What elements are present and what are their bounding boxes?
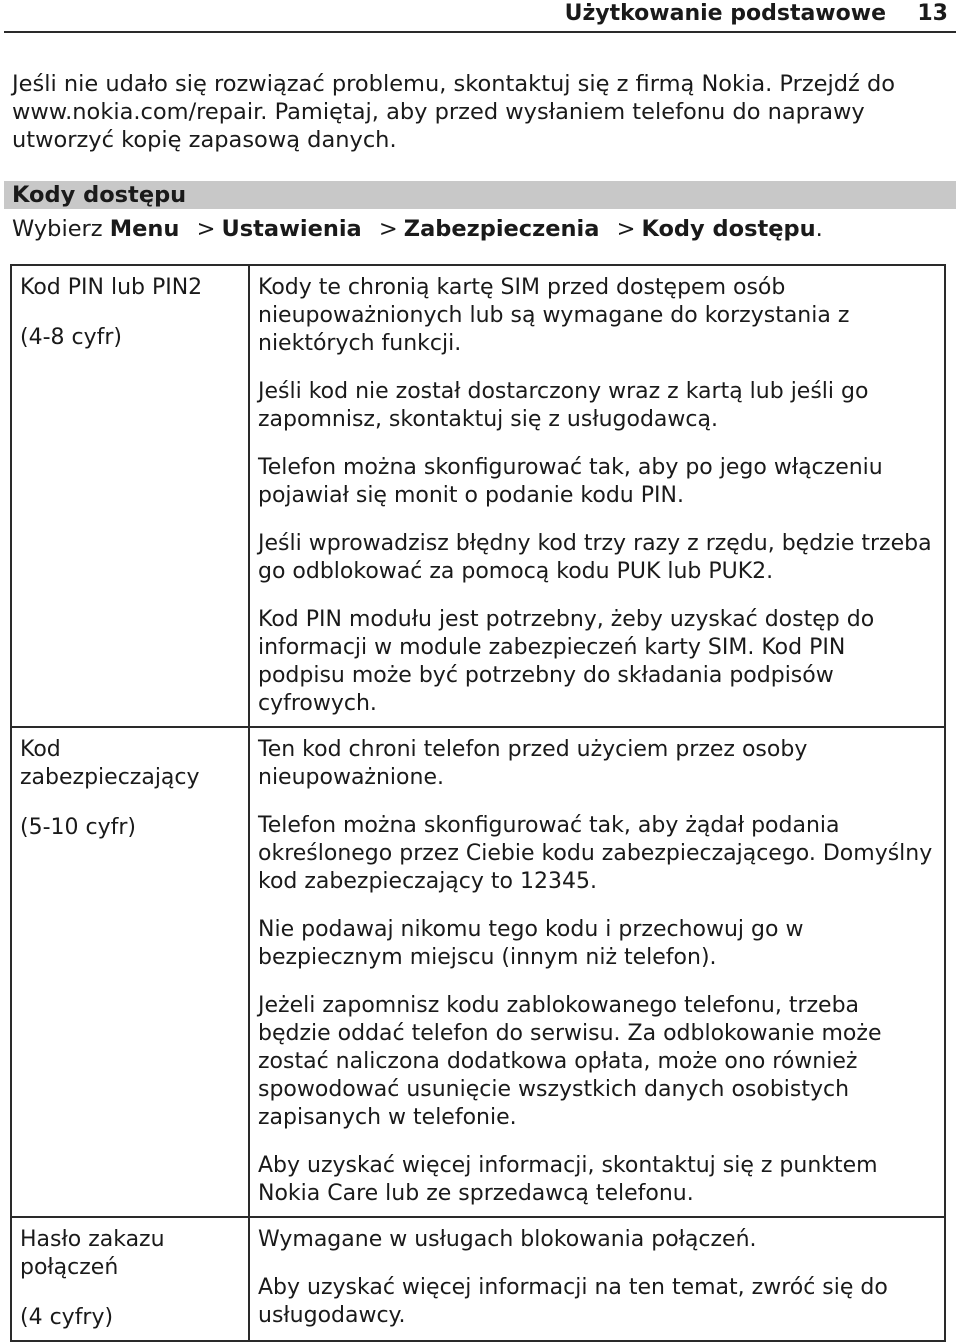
code-name-cell — [11, 1217, 249, 1341]
description-paragraph: Telefon można skonfigurować tak, aby po jego włączeniu pojawiał się monit o podanie kodu PIN. — [258, 455, 883, 508]
section-title: Kody dostępu — [12, 182, 187, 208]
code-name: Hasło zakazu połączeń — [20, 1227, 165, 1280]
menu-path-end: . — [815, 216, 823, 242]
code-description-cell — [249, 727, 945, 1217]
menu-path-prefix: Wybierz — [12, 216, 103, 242]
menu-path — [12, 215, 823, 243]
code-name-cell — [11, 265, 249, 727]
menu-path-step: Zabezpieczenia — [403, 216, 600, 242]
intro-paragraph: Jeśli nie udało się rozwiązać problemu, skontaktuj się z firmą Nokia. Przejdź do www.nokia.com/repair. Pamiętaj, aby przed wysłaniem telefonu do naprawy utworzyć kopię zapasową danych. — [12, 71, 896, 153]
menu-path-step: Ustawienia — [221, 216, 362, 242]
page-header — [0, 0, 960, 28]
description-paragraph: Kod PIN modułu jest potrzebny, żeby uzyskać dostęp do informacji w module zabezpieczeń karty SIM. Kod PIN podpisu może być potrzebny do składania podpisów cyfrowych. — [258, 607, 875, 716]
description-paragraph: Aby uzyskać więcej informacji na ten temat, zwróć się do usługodawcy. — [258, 1275, 888, 1328]
description-paragraph: Jeżeli zapomnisz kodu zablokowanego telefonu, trzeba będzie oddać telefon do serwisu. Za odblokowanie może zostać naliczona dodatkowa opłata, może ono również spowodować usunięcie wszystkich danych osobistych zapisanych w telefonie. — [258, 993, 882, 1130]
code-length: (4-8 cyfr) — [20, 325, 122, 350]
code-name-cell — [11, 727, 249, 1217]
code-name: Kod PIN lub PIN2 — [20, 275, 203, 300]
code-name: Kod zabezpieczający — [20, 737, 200, 790]
description-paragraph: Ten kod chroni telefon przed użyciem przez osoby nieupoważnione. — [258, 737, 808, 790]
header-divider — [4, 31, 956, 33]
description-paragraph: Nie podawaj nikomu tego kodu i przechowuj go w bezpiecznym miejscu (innym niż telefon). — [258, 917, 804, 970]
code-description-cell — [249, 265, 945, 727]
chapter-title: Użytkowanie podstawowe — [564, 1, 886, 26]
description-paragraph: Aby uzyskać więcej informacji, skontaktuj się z punktem Nokia Care lub ze sprzedawcą telefonu. — [258, 1153, 878, 1206]
code-length: (4 cyfry) — [20, 1305, 114, 1330]
table-row — [11, 727, 945, 1217]
section-heading-bar — [4, 181, 956, 209]
description-paragraph: Jeśli kod nie został dostarczony wraz z kartą lub jeśli go zapomnisz, skontaktuj się z usługodawcą. — [258, 379, 869, 432]
table-row — [11, 1217, 945, 1341]
code-description-cell — [249, 1217, 945, 1341]
description-paragraph: Wymagane w usługach blokowania połączeń. — [258, 1227, 757, 1252]
menu-path-separator: > — [378, 216, 398, 242]
menu-path-separator: > — [196, 216, 216, 242]
code-length: (5-10 cyfr) — [20, 815, 136, 840]
description-paragraph: Jeśli wprowadzisz błędny kod trzy razy z rzędu, będzie trzeba go odblokować za pomocą kodu PUK lub PUK2. — [258, 531, 932, 584]
access-codes-table — [10, 264, 946, 1342]
menu-path-step: Kody dostępu — [641, 216, 816, 242]
page-number: 13 — [917, 1, 948, 26]
table-row — [11, 265, 945, 727]
menu-path-step: Menu — [109, 216, 180, 242]
description-paragraph: Kody te chronią kartę SIM przed dostępem osób nieupoważnionych lub są wymagane do korzystania z niektórych funkcji. — [258, 275, 850, 356]
description-paragraph: Telefon można skonfigurować tak, aby żądał podania określonego przez Ciebie kodu zabezpieczającego. Domyślny kod zabezpieczający to 12345. — [258, 813, 933, 894]
menu-path-separator: > — [616, 216, 636, 242]
